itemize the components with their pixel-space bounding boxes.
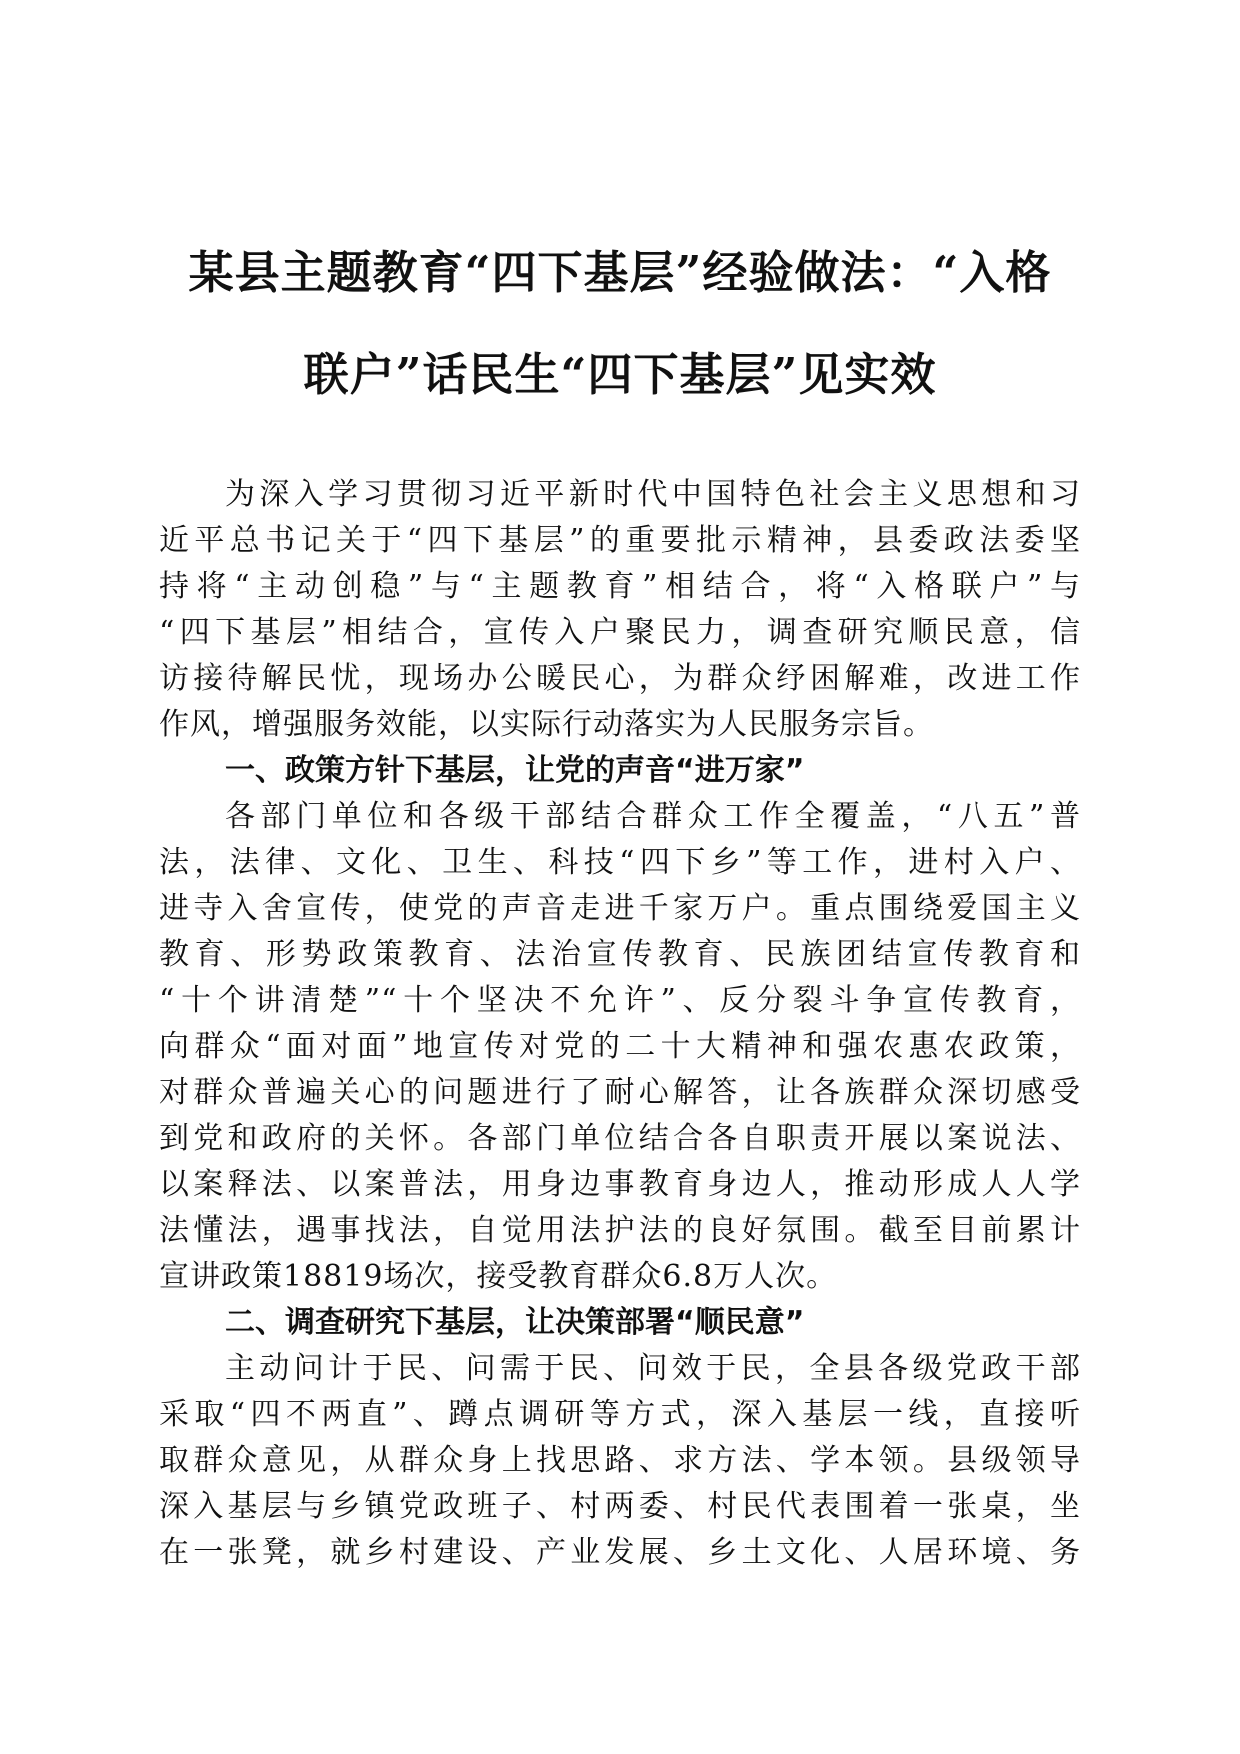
paragraph-line: “十个讲清楚”“十个坚决不允许”、反分裂斗争宣传教育， [159,983,1081,1018]
paragraph-line: 采取“四不两直”、蹲点调研等方式，深入基层一线，直接听 [159,1397,1081,1432]
title-line-1: 某县主题教育“四下基层”经验做法：“入格 [188,246,1052,299]
paragraph-line: 主动问计于民、问需于民、问效于民，全县各级党政干部 [225,1351,1081,1386]
document-body [159,472,1081,1576]
paragraph-line: 教育、形势政策教育、法治宣传教育、民族团结宣传教育和 [159,937,1081,972]
paragraph-line: 宣讲政策18819场次，接受教育群众6.8万人次。 [159,1259,838,1294]
section-heading-2: 二、调查研究下基层，让决策部署“顺民意” [225,1305,805,1340]
intro-paragraph [159,472,1081,748]
document-title [150,222,1090,426]
section2-paragraph [159,1346,1081,1576]
paragraph-line: 向群众“面对面”地宣传对党的二十大精神和强农惠农政策， [159,1029,1081,1064]
paragraph-line: 法，法律、文化、卫生、科技“四下乡”等工作，进村入户、 [159,845,1081,880]
paragraph-line: 到党和政府的关怀。各部门单位结合各自职责开展以案说法、 [159,1121,1081,1156]
paragraph-line: 作风，增强服务效能，以实际行动落实为人民服务宗旨。 [159,707,934,742]
title-line-2: 联户”话民生“四下基层”见实效 [303,348,937,401]
paragraph-line: 取群众意见，从群众身上找思路、求方法、学本领。县级领导 [159,1443,1081,1478]
paragraph-line: 以案释法、以案普法，用身边事教育身边人，推动形成人人学 [159,1167,1081,1202]
paragraph-line: 访接待解民忧，现场办公暖民心，为群众纾困解难，改进工作 [159,661,1081,696]
paragraph-line: 持将“主动创稳”与“主题教育”相结合，将“入格联户”与 [159,569,1081,604]
paragraph-line: 各部门单位和各级干部结合群众工作全覆盖，“八五”普 [225,799,1081,834]
paragraph-line: “四下基层”相结合，宣传入户聚民力，调查研究顺民意，信 [159,615,1081,650]
paragraph-line: 对群众普遍关心的问题进行了耐心解答，让各族群众深切感受 [159,1075,1081,1110]
section-heading-1: 一、政策方针下基层，让党的声音“进万家” [225,753,805,788]
section1-paragraph [159,794,1081,1300]
paragraph-line: 近平总书记关于“四下基层”的重要批示精神，县委政法委坚 [159,523,1081,558]
paragraph-line: 为深入学习贯彻习近平新时代中国特色社会主义思想和习 [225,477,1081,512]
paragraph-line: 法懂法，遇事找法，自觉用法护法的良好氛围。截至目前累计 [159,1213,1081,1248]
paragraph-line: 在一张凳，就乡村建设、产业发展、乡土文化、人居环境、务 [159,1535,1081,1570]
paragraph-line: 进寺入舍宣传，使党的声音走进千家万户。重点围绕爱国主义 [159,891,1081,926]
paragraph-line: 深入基层与乡镇党政班子、村两委、村民代表围着一张桌，坐 [159,1489,1081,1524]
